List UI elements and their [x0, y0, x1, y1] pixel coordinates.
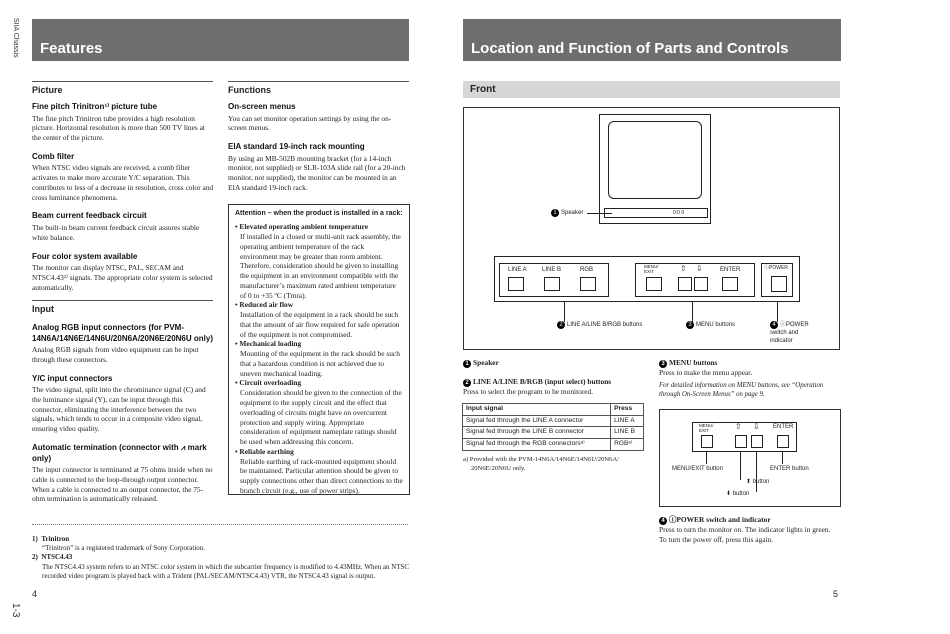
up-arrow-icon: ⇧ — [735, 422, 742, 431]
feature-heading: Beam current feedback circuit — [32, 211, 147, 221]
features-title: Features — [40, 40, 103, 57]
monitor-screen — [608, 121, 702, 199]
up-button[interactable] — [735, 435, 747, 448]
feature-heading: Comb filter — [32, 151, 75, 161]
feature-text: The video signal, split into the chrominance signal (C) and the luminance signal (Y), can be input through this connector, eliminating the interference between the two signals, which tends to occur in a composite video signal, ensuring video quality. — [32, 385, 206, 434]
feature-heading: Automatic termination (connector with ⩘ mark only) — [32, 443, 207, 463]
footnote-text: “Trinitron” is a registered trademark of Sony Corporation. — [42, 544, 206, 553]
input-signal-table — [462, 403, 644, 451]
attention-item-title: • Elevated operating ambient temperature — [235, 222, 368, 232]
desc-line-buttons: 2 LINE A/LINE B/RGB (input select) buttons Press to select the program to be monitored. — [463, 377, 648, 397]
input-select-group — [499, 263, 609, 297]
up-button[interactable] — [678, 277, 692, 291]
location-title: Location and Function of Parts and Controls — [471, 40, 789, 57]
attention-item-text: Reliable earthing of rack-mounted equipment should be maintained. Particular attention should be given to supply connections other than direct connections to the branch circuit (e.g., use of power strips). — [240, 456, 403, 495]
page-number-left: 4 — [32, 589, 38, 599]
down-button[interactable] — [694, 277, 708, 291]
location-banner — [463, 19, 841, 61]
control-panel — [494, 256, 800, 302]
callout-line — [692, 302, 693, 322]
footnotes — [32, 535, 412, 581]
callout-line — [587, 213, 612, 214]
front-diagram — [463, 107, 840, 350]
desc-reference: For detailed information on MENU buttons, see “Operation through On-Screen Menus” on page 9. — [659, 381, 824, 398]
line-b-button[interactable] — [544, 277, 560, 291]
attention-title: Attention – when the product is installed in a rack: — [235, 210, 403, 217]
callout-speaker: 1 Speaker — [551, 209, 583, 218]
page-number-right: 5 — [833, 589, 839, 599]
desc-text: To turn the power off, press this again. — [659, 534, 774, 544]
table-header: Input signal — [463, 404, 611, 416]
menu-buttons-diagram — [659, 409, 841, 507]
callout-line — [706, 452, 707, 464]
rgb-button[interactable] — [580, 277, 596, 291]
feature-heading: On-screen menus — [228, 102, 296, 111]
callout-line — [782, 452, 783, 464]
footnote-heading: Trinitron — [41, 535, 70, 543]
attention-item-text: Mounting of the equipment in the rack should be such that a hazardous condition is not achieved due to uneven mechanical loading. — [240, 349, 400, 378]
attention-item-text: If installed in a closed or multi-unit rack assembly, the operating ambient temperature of the rack environment may be greater than room ambient. Therefore, consideration should be given to installing the equipment in an environment compatible with the manufacturer’s maximum rated ambient temperature of 0 to +35 ºC (Tmra). — [240, 232, 401, 300]
menu-exit-caption: MENU/EXIT button — [672, 466, 723, 472]
callout-menu-buttons: 3 MENU buttons — [686, 321, 735, 330]
enter-caption: ENTER button — [770, 466, 809, 472]
up-caption: ⬆ button — [746, 479, 770, 485]
callout-line — [777, 302, 778, 322]
footnote-divider — [32, 524, 408, 525]
attention-box — [228, 204, 410, 495]
monitor-control-strip — [604, 208, 708, 218]
features-banner — [32, 19, 409, 61]
callout-line — [564, 302, 565, 322]
feature-heading: Four color system available — [32, 251, 138, 261]
attention-item-title: • Circuit overloading — [235, 378, 302, 388]
feature-text: By using an MB-502B mounting bracket (for a 14-inch monitor, not supplied) or SLR-103A slide rail (for a 20-inch monitor, not supplied), the monitor can be mounted in an EIA standard 19-inch rack. — [228, 153, 406, 192]
table-row: Signal fed through the RGB connectorsᵃ⁾ RGBᵃ⁾ — [463, 439, 644, 451]
desc-menu-buttons: 3 MENU buttons Press to make the menu appear. For detailed information on MENU buttons, see “Operation through On-Screen Menus” on page 9. — [659, 358, 841, 400]
footnote-text: The NTSC4.43 system refers to an NTSC color system in which the subcarrier frequency is modified to 4.43MHz. When an NTSC recorded video program is played back with a Trident (PAL/SECAM/NTSC4.43) VTR, the NTSC4.43 signal is output. — [42, 562, 410, 580]
enter-label: ENTER — [720, 267, 741, 273]
footnote-number: 2) — [32, 553, 38, 562]
feature-text: When NTSC video signals are received, a comb filter activates to make more accurate Y/C separation. This contributes to less of a decrease in resolution, cross color and cross luminance phenomena. — [32, 163, 214, 202]
up-arrow-icon: ⇧ — [680, 264, 687, 273]
attention-item-title: • Reduced air flow — [235, 300, 294, 310]
input-heading: Input — [32, 300, 213, 316]
down-caption: ⬇ button — [726, 491, 750, 497]
attention-item-text: Consideration should be given to the connection of the equipment to the supply circuit and the effect that overloading of circuits might have on overcurrent protection and supply wiring. Appropriate consideration of equipment nameplate ratings should be used when addressing this concern. — [240, 388, 402, 447]
feature-text: The input connector is terminated at 75 ohms inside when no cable is connected to the loop-through output connector. When a cable is connected to an output connector, the 75-ohm termination is automatically released. — [32, 465, 213, 504]
input-section — [32, 323, 214, 513]
button-label-line-a: LINE A — [508, 267, 527, 273]
button-label-rgb: RGB — [580, 267, 594, 273]
feature-text: The fine pitch Trinitron tube provides a high resolution picture. Horizontal resolution is more than 500 TV lines at the center of the picture. — [32, 113, 205, 143]
menu-group — [635, 263, 755, 297]
feature-text: You can set monitor operation settings by using the on-screen menus. — [228, 113, 392, 133]
table-row: Signal fed through the LINE B connector LINE B — [463, 427, 644, 439]
down-arrow-icon: ⇩ — [753, 422, 760, 431]
menu-exit-button[interactable] — [646, 277, 662, 291]
table-row: Signal fed through the LINE A connector LINE A — [463, 415, 644, 427]
functions-heading: Functions — [228, 81, 409, 97]
power-switch[interactable] — [771, 276, 787, 292]
power-label: ⓘPOWER — [764, 265, 788, 271]
table-header: Press — [611, 404, 644, 416]
functions-section — [228, 102, 410, 202]
callout-power: 4 ⓘPOWER switch and indicator — [770, 322, 809, 344]
callout-line — [740, 452, 741, 480]
menu-exit-label: MENU/ EXIT — [699, 423, 714, 433]
enter-label: ENTER — [773, 424, 794, 430]
feature-heading: Analog RGB input connectors (for PVM-14N6A/14N6E/14N6U/20N6A/20N6E/20N6U only) — [32, 323, 213, 343]
button-label-line-b: LINE B — [542, 267, 562, 273]
down-arrow-icon: ⇩ — [696, 264, 703, 273]
picture-section — [32, 102, 214, 301]
power-group — [761, 263, 793, 297]
feature-text: The monitor can display NTSC, PAL, SECAM and NTSC4.43²⁾ signals. The appropriate color system is selected automatically. — [32, 263, 213, 292]
page-code: 1-3 — [10, 603, 21, 618]
down-button[interactable] — [751, 435, 763, 448]
desc-text: Press to make the menu appear. — [659, 368, 753, 377]
enter-button[interactable] — [722, 277, 738, 291]
callout-line-buttons: 2 LINE A/LINE B/RGB buttons — [557, 321, 642, 330]
feature-text: Analog RGB signals from video equipment can be input through these connectors. — [32, 345, 199, 364]
picture-heading: Picture — [32, 81, 213, 97]
monitor-body — [599, 114, 711, 224]
chassis-label: SIIA Chassis — [12, 18, 19, 58]
footnote-heading: NTSC4.43 — [41, 553, 73, 562]
feature-heading: Fine pitch Trinitron¹⁾ picture tube — [32, 102, 158, 111]
attention-item-title: • Reliable earthing — [235, 446, 294, 456]
footnote-number: 1) — [32, 535, 38, 543]
desc-text: Press to select the program to be monitored. — [463, 387, 594, 396]
menu-exit-button[interactable] — [701, 435, 713, 448]
attention-item-text: Installation of the equipment in a rack should be such that the amount of air flow required for safe operation of the equipment is not compromised. — [240, 310, 400, 339]
feature-heading: EIA standard 19-inch rack mounting — [228, 142, 365, 152]
feature-heading: Y/C input connectors — [32, 373, 113, 383]
menu-exit-label: MENU/ EXIT — [644, 264, 659, 274]
desc-text: Press to turn the monitor on. The indicator lights in green. — [659, 525, 831, 534]
menu-panel — [692, 422, 797, 452]
clock-display: 0:0 0 — [673, 210, 685, 216]
desc-speaker: 1 Speaker — [463, 358, 648, 368]
table-note: a) Provided with the PVM-14N6A/14N6E/14N6U/20N6A/ 20N6E/20N6U only. — [463, 456, 620, 472]
attention-item-title: • Mechanical loading — [235, 339, 302, 349]
front-heading: Front — [463, 81, 840, 98]
enter-button[interactable] — [777, 435, 789, 448]
feature-text: The built-in beam current feedback circuit assures stable white balance. — [32, 223, 200, 242]
desc-power: 4 ⓘPOWER switch and indicator Press to turn the monitor on. The indicator lights in green. To turn the power off, press this again. — [659, 515, 841, 545]
line-a-button[interactable] — [508, 277, 524, 291]
